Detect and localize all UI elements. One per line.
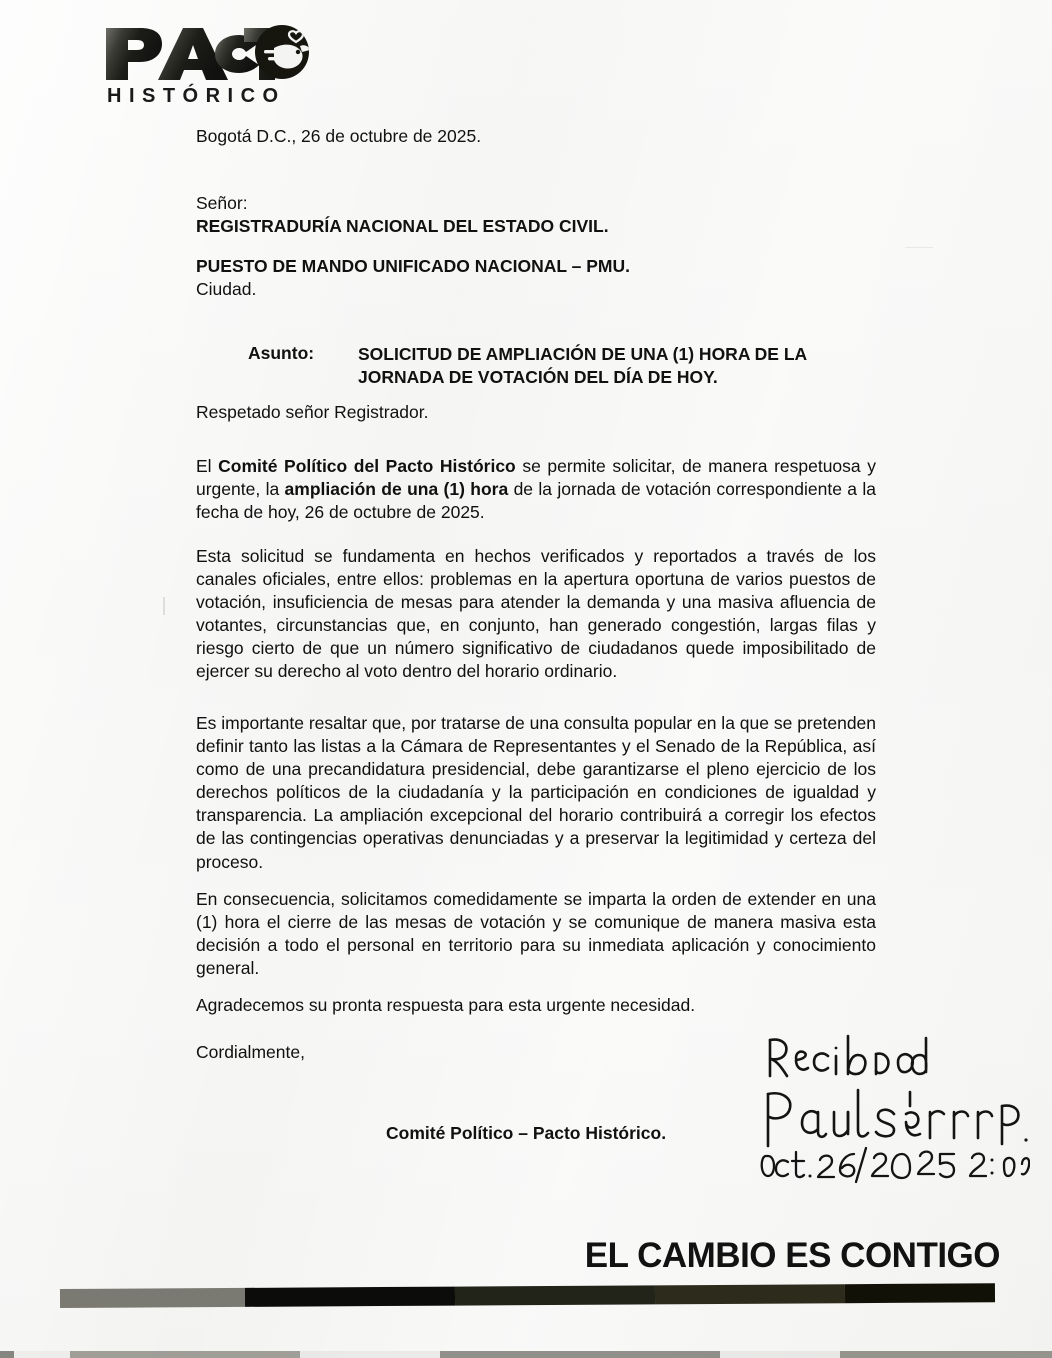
recipient-salutation: Señor: bbox=[196, 193, 248, 213]
letter-date: Bogotá D.C., 26 de octubre de 2025. bbox=[196, 126, 482, 146]
p1-run-4-bold: ampliación de una (1) hora bbox=[284, 479, 509, 500]
p1-run-5: de la jornada de votación correspondiente a la fecha de hoy, 26 de octubre de 2025. bbox=[196, 479, 876, 523]
signature-block: Comité Político – Pacto Histórico. bbox=[386, 1123, 667, 1143]
footer-color-bar bbox=[60, 1283, 995, 1308]
subject-label: Asunto: bbox=[248, 343, 315, 363]
subject-block bbox=[196, 343, 874, 389]
pacto-historico-logo bbox=[104, 24, 344, 116]
scan-artifact bbox=[905, 247, 933, 248]
footer-bar-segment-4 bbox=[655, 1284, 845, 1304]
footer-bar-segment-5 bbox=[845, 1283, 995, 1303]
scan-artifact bbox=[163, 597, 165, 615]
paragraph-1 bbox=[196, 455, 876, 524]
recipient-city: Ciudad. bbox=[196, 279, 257, 300]
letter-thanks: Agradecemos su pronta respuesta para esta urgente necesidad. bbox=[196, 995, 696, 1015]
p1-run-2-bold: Comité Político del Pacto Histórico bbox=[218, 456, 516, 476]
p1-run-1: El bbox=[196, 456, 219, 476]
recipient-office: PUESTO DE MANDO UNIFICADO NACIONAL – PMU. bbox=[196, 255, 630, 276]
recipient-entity: REGISTRADURÍA NACIONAL DEL ESTADO CIVIL. bbox=[196, 216, 609, 237]
spacer bbox=[196, 239, 630, 255]
scan-bottom-edge bbox=[0, 1351, 1052, 1358]
footer-bar-segment-3 bbox=[455, 1285, 655, 1305]
paragraph-2: Esta solicitud se fundamenta en hechos verificados y reportados a través de los canales oficiales, entre ellos: problemas en la apertura oportuna de varios puestos de votación, insuficiencia de mesas para atender la demanda y una masiva afluencia de votantes, circunstancias que, en conjunto, han generado congestión, largas filas y riesgo cierto de que un número significativo de ciudadanos quede imposibilitado de ejercer su derecho al voto dentro del horario ordinario. bbox=[196, 546, 876, 682]
footer-slogan: EL CAMBIO ES CONTIGO bbox=[584, 1236, 1000, 1275]
paragraph-3: Es importante resaltar que, por tratarse de una consulta popular en la que se pretenden definir tanto las listas a la Cámara de Representantes y el Senado de la República, así como de una precandidatura presidencial, debe garantizarse el pleno ejercicio de los derechos políticos de la ciudadanía y la participación en condiciones de igualdad y transparencia. La ampliación excepcional del horario contribuirá a corregir los efectos de las contingencias operativas denunciadas y a preservar la legitimidad y certeza del proceso. bbox=[196, 713, 877, 872]
logo-wordmark-pacto bbox=[104, 24, 319, 82]
letter-greeting: Respetado señor Registrador. bbox=[196, 402, 429, 422]
p1-run-3: se permite solicitar, de manera respetuosa y urgente, la bbox=[196, 456, 876, 500]
recipient-block bbox=[196, 192, 630, 302]
letter-closing: Cordialmente, bbox=[196, 1042, 305, 1062]
footer-bar-segment-1 bbox=[60, 1288, 245, 1308]
footer-bar-segment-2 bbox=[245, 1287, 455, 1307]
handwritten-received-stamp bbox=[760, 1028, 1030, 1188]
subject-text: SOLICITUD DE AMPLIACIÓN DE UNA (1) HORA DE LA JORNADA DE VOTACIÓN DEL DÍA DE HOY. bbox=[358, 344, 807, 388]
logo-subtitle-historico: HISTÓRICO bbox=[107, 85, 286, 107]
paragraph-4: En consecuencia, solicitamos comedidamente se imparta la orden de extender en una (1) hora el cierre de las mesas de votación y se comunique de manera masiva esta decisión a todo el personal en territorio para su inmediata aplicación y conocimiento general. bbox=[196, 889, 876, 979]
